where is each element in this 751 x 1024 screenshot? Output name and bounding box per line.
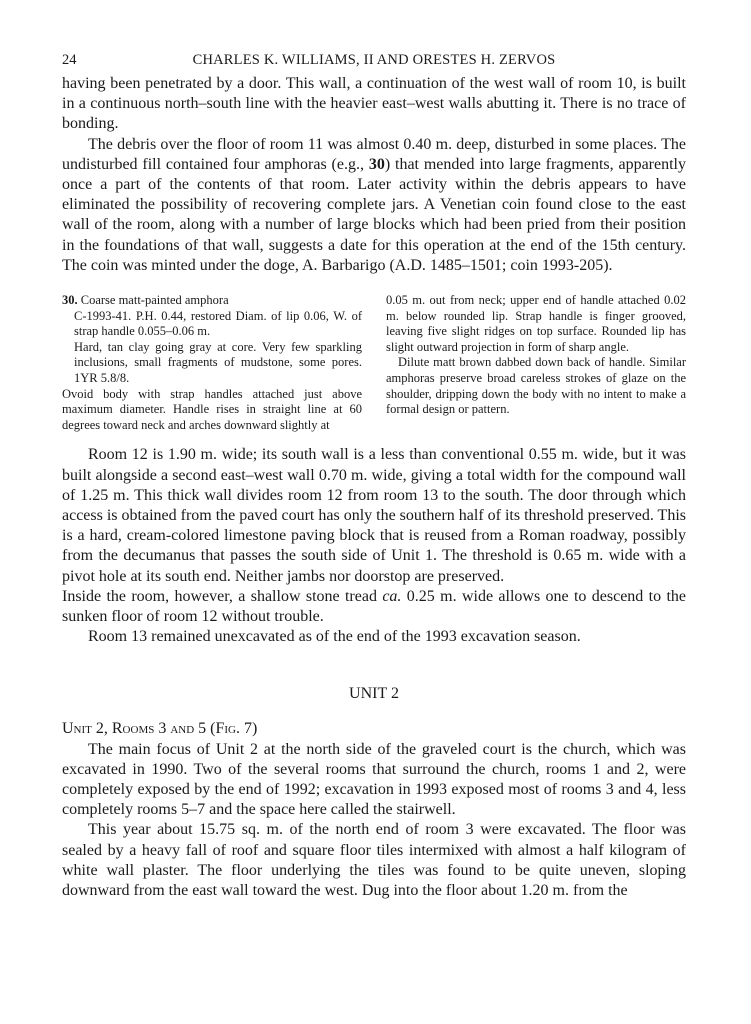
italic-ca: ca.	[382, 587, 402, 605]
catalog-description-left: Ovoid body with strap handles attached just above maximum diameter. Handle rises in straight line at 60 degrees toward neck and arches downward slightly at	[62, 386, 362, 432]
page	[62, 52, 686, 901]
paragraph-room12-tread	[62, 587, 686, 627]
running-head	[62, 52, 686, 74]
catalog-fabric: Hard, tan clay going gray at core. Very few sparkling inclusions, small fragments of mudstone, some pores. 1YR 5.8/8.	[74, 339, 362, 385]
catalog-column-right	[386, 293, 686, 433]
catalog-description-right: 0.05 m. out from neck; upper end of handle attached 0.02 m. below rounded lip. Strap handle is finger grooved, leaving five slight ridges on top surface. Rounded lip has slight outward projection in form of sharp angle.	[386, 293, 686, 354]
paragraph-room11-debris	[62, 135, 686, 276]
running-title: CHARLES K. WILLIAMS, II AND ORESTES H. ZERVOS	[192, 52, 556, 68]
catalog-decoration: Dilute matt brown dabbed down back of handle. Similar amphoras preserve broad careless strokes of glaze on the shoulder, dripping down the body with no intent to make a formal design or pattern.	[386, 355, 686, 417]
paragraph-room3: This year about 15.75 sq. m. of the north end of room 3 were excavated. The floor was sealed by a heavy fall of roof and square floor tiles intermixed with almost a half kilogram of white wall plaster. The floor underlying the tiles was found to be quite uneven, sloping downward from the east wall toward the west. Dug into the floor about 1.20 m. from the	[62, 821, 686, 900]
catalog-entry	[62, 293, 686, 433]
catalog-column-left	[62, 293, 362, 433]
paragraph-text: ) that mended into large fragments, apparently once a part of the contents of that room. Later activity within the debris appears to have eliminated the possibility of recovering complete jars. A Venetian coin found close to the east wall of the room, along with a number of large blocks which had been pried from their position in the foundations of that wall, suggests a date for this operation at the end of the 15th century. The coin was minted under the doge, A. Barbarigo (	[62, 155, 687, 274]
era-abbreviation: A.D.	[394, 256, 426, 274]
paragraph-unit2-church: The main focus of Unit 2 at the north side of the graveled court is the church, which was excavated in 1990. Two of the several rooms that surround the church, rooms 1 and 2, were completely exposed by the end of 1992; excavation in 1993 exposed most of rooms 3 and 4, less completely rooms 5–7 and the space here called the stairwell.	[62, 740, 686, 819]
paragraph-text: 1485–1501; coin 1993-205).	[425, 256, 613, 274]
catalog-reference: 30	[368, 155, 385, 173]
page-number: 24	[62, 52, 77, 68]
catalog-title: Coarse matt-painted amphora	[80, 293, 229, 308]
paragraph-text: 0.25 m. wide allows one to descend to the sunken floor of room 12 without trouble.	[62, 587, 687, 625]
paragraph-text: Inside the room, however, a shallow stone tread	[62, 587, 383, 605]
catalog-heading	[62, 293, 362, 309]
paragraph-room11-wall: having been penetrated by a door. This wall, a continuation of the west wall of room 10, is built in a continuous north–south line with the heavier east–west walls abutting it. There is no trace of bonding.	[62, 75, 686, 133]
section-heading-unit2: UNIT 2	[349, 685, 399, 703]
catalog-number: 30.	[62, 293, 78, 308]
paragraph-room13: Room 13 remained unexcavated as of the end of the 1993 excavation season.	[88, 628, 581, 646]
paragraph-room12-walls: Room 12 is 1.90 m. wide; its south wall is a less than conventional 0.55 m. wide, but it was built alongside a second east–west wall 0.70 m. wide, giving a total width for the compound wall of 1.25 m. This thick wall divides room 12 from room 13 to the south. The door through which access is obtained from the paved court has only the southern half of its threshold preserved. This is a hard, cream-colored limestone paving block that is reused from a Roman roadway, possibly from the decumanus that passes the south side of Unit 1. The threshold is 0.65 m. wide with a pivot hole at its south end. Neither jambs nor doorstop are preserved.	[62, 446, 686, 585]
catalog-inventory: C-1993-41. P.H. 0.44, restored Diam. of lip 0.06, W. of strap handle 0.055–0.06 m.	[74, 308, 362, 339]
subheading-unit2-rooms: Unit 2, Rooms 3 and 5 (Fig. 7)	[62, 720, 258, 738]
paragraph-text: The debris over the floor of room 11 was almost 0.40 m. deep, disturbed in some places. The undisturbed fill contained four amphoras (e.g.,	[62, 135, 686, 173]
